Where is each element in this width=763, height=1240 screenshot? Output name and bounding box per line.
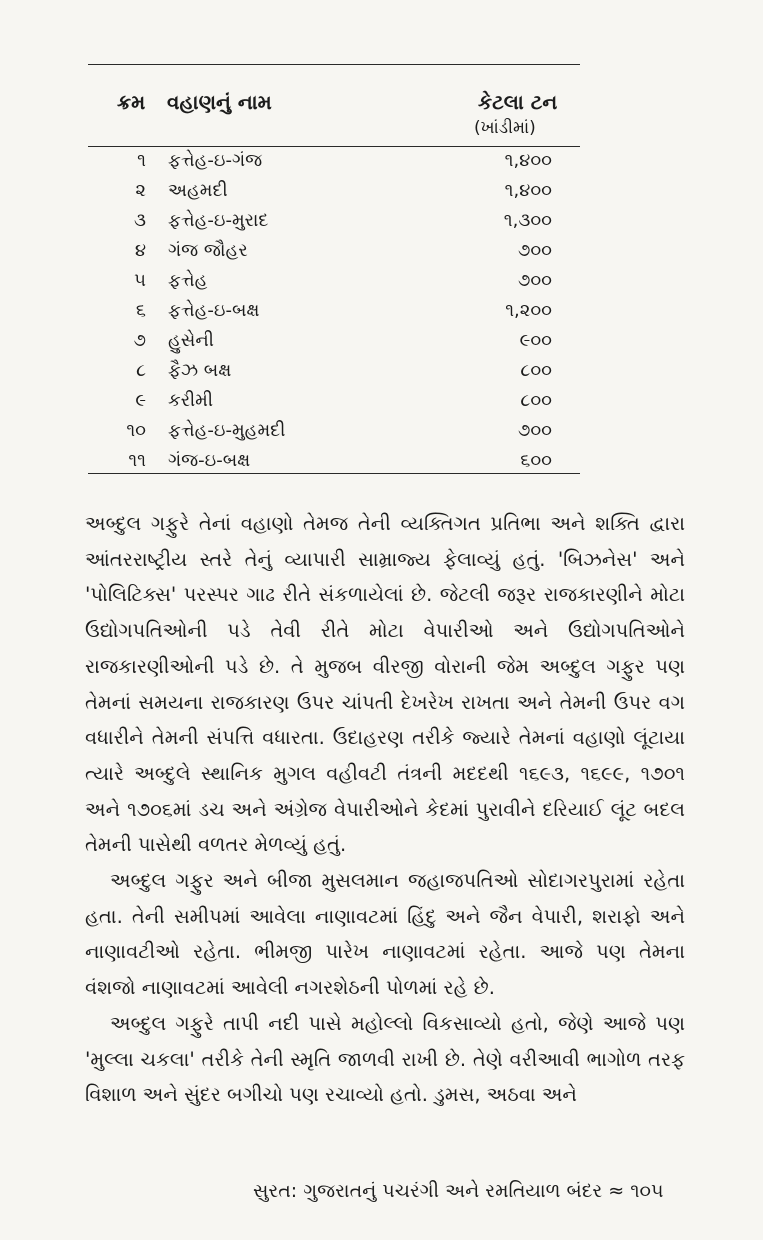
table-row <box>88 420 580 450</box>
table-top-rule <box>88 64 580 65</box>
tons-cell: ૧,૨૦૦ <box>505 300 552 321</box>
serial-cell: ૧૧ <box>128 450 146 471</box>
tons-cell: ૧,૩૦૦ <box>503 210 552 231</box>
body-text <box>85 506 685 1113</box>
serial-cell: ૧ <box>137 150 146 171</box>
paragraph: અબ્દુલ ગફુર અને બીજા મુસલમાન જહાજપતિઓ સોદાગરપુરામાં રહેતા હતા. તેની સમીપમાં આવેલા નાણાવટમાં હિંદુ અને જૈન વેપારી, શરાફો અને નાણાવટીઓ રહેતા. ભીમજી પારેખ નાણાવટમાં રહેતા. આજે પણ તેમના વંશજો નાણાવટમાં આવેલી નગરશેઠની પોળમાં રહે છે. <box>85 869 685 1000</box>
ship-name-cell: હુસેની <box>168 330 214 351</box>
tons-cell: ૧,૪૦૦ <box>504 150 552 171</box>
tons-cell: ૧,૪૦૦ <box>504 180 552 201</box>
table-row <box>88 300 580 330</box>
serial-cell: ૬ <box>135 300 146 321</box>
ship-name-cell: કરીમી <box>168 390 214 411</box>
serial-cell: ૪ <box>134 240 146 261</box>
table-row <box>88 330 580 360</box>
table-row <box>88 180 580 210</box>
table-row <box>88 210 580 240</box>
paragraph: અબ્દુલ ગફુરે તાપી નદી પાસે મહોલ્લો વિકસાવ્યો હતો, જેણે આજે પણ 'મુલ્લા ચકલા' તરીકે તેની સ્મૃતિ જાળવી રાખી છે. તેણે વરીઆવી ભાગોળ તરફ વિશાળ અને સુંદર બગીચો પણ રચાવ્યો હતો. ડુમસ, અઠવા અને <box>85 1011 685 1107</box>
header-ship-name: વહાણનું નામ <box>167 90 272 114</box>
ship-name-cell: ફત્તેહ-ઇ-બક્ષ <box>168 300 260 321</box>
serial-cell: ૮ <box>136 360 146 381</box>
tons-cell: ૯૦૦ <box>519 330 552 351</box>
tons-cell: ૭૦૦ <box>517 420 552 441</box>
header-tons-unit: (ખાંડીમાં) <box>474 118 536 138</box>
header-tons: કેટલા ટન <box>478 90 558 114</box>
table-row <box>88 360 580 390</box>
ship-name-cell: ગંજ-ઇ-બક્ષ <box>168 450 251 471</box>
tons-cell: ૮૦૦ <box>520 390 552 411</box>
serial-cell: ૧૦ <box>126 420 146 441</box>
ship-name-cell: ફત્તેહ-ઇ-ગંજ <box>168 150 263 171</box>
header-serial: ક્રમ <box>117 90 146 114</box>
serial-cell: ૭ <box>133 330 146 351</box>
ship-name-cell: ફત્તેહ <box>168 270 208 291</box>
tons-cell: ૭૦૦ <box>517 270 552 291</box>
paragraph: અબ્દુલ ગફુરે તેનાં વહાણો તેમજ તેની વ્યક્તિગત પ્રતિભા અને શક્તિ દ્વારા આંતરરાષ્ટ્રીય સ્તરે તેનું વ્યાપારી સામ્રાજ્ય ફેલાવ્યું હતું. 'બિઝનેસ' અને 'પોલિટિક્સ' પરસ્પર ગાઢ રીતે સંકળાયેલાં છે. જેટલી જરૂર રાજકારણીને મોટા ઉદ્યોગપતિઓની પડે તેવી રીતે મોટા વેપારીઓ અને ઉદ્યોગપતિઓને રાજકારણીઓની પડે છે. તે મુજબ વીરજી વોરાની જેમ અબ્દુલ ગફુર પણ તેમનાં સમયના રાજકારણ ઉપર ચાંપતી દેખરેખ રાખતા અને તેમની ઉપર વગ વધારીને તેમની સંપત્તિ વધારતા. ઉદાહરણ તરીકે જ્યારે તેમનાં વહાણો લૂંટાયા ત્યારે અબ્દુલે સ્થાનિક મુગલ વહીવટી તંત્રની મદદથી ૧૬૯૩, ૧૬૯૯, ૧૭૦૧ અને ૧૭૦૬માં ડચ અને અંગ્રેજ વેપારીઓને કેદમાં પુરાવીને દરિયાઈ લૂંટ બદલ તેમની પાસેથી વળતર મેળવ્યું હતું. <box>85 512 685 857</box>
ship-name-cell: અહમદી <box>168 180 228 201</box>
tons-cell: ૮૦૦ <box>520 360 552 381</box>
table-bottom-rule <box>88 473 580 474</box>
tons-cell: ૭૦૦ <box>517 240 552 261</box>
table-row <box>88 150 580 180</box>
ship-name-cell: ફત્તેહ-ઇ-મુહમદી <box>168 420 286 441</box>
tons-cell: ૬૦૦ <box>520 450 552 471</box>
table-row <box>88 240 580 270</box>
serial-cell: ૨ <box>135 180 146 201</box>
ships-table <box>88 150 580 480</box>
serial-cell: ૯ <box>135 390 146 411</box>
ship-name-cell: ફૈઝ બક્ષ <box>168 360 232 381</box>
serial-cell: ૩ <box>134 210 146 231</box>
table-row <box>88 390 580 420</box>
serial-cell: ૫ <box>134 270 146 291</box>
ship-name-cell: ગંજ જૌહર <box>168 240 248 261</box>
table-row <box>88 270 580 300</box>
ship-name-cell: ફત્તેહ-ઇ-મુરાદ <box>168 210 269 231</box>
table-row <box>88 450 580 480</box>
running-footer: સુરત: ગુજરાતનું પચરંગી અને રમતિયાળ બંદર ≈ ૧૦૫ <box>253 1180 664 1202</box>
table-header-rule <box>88 146 580 147</box>
